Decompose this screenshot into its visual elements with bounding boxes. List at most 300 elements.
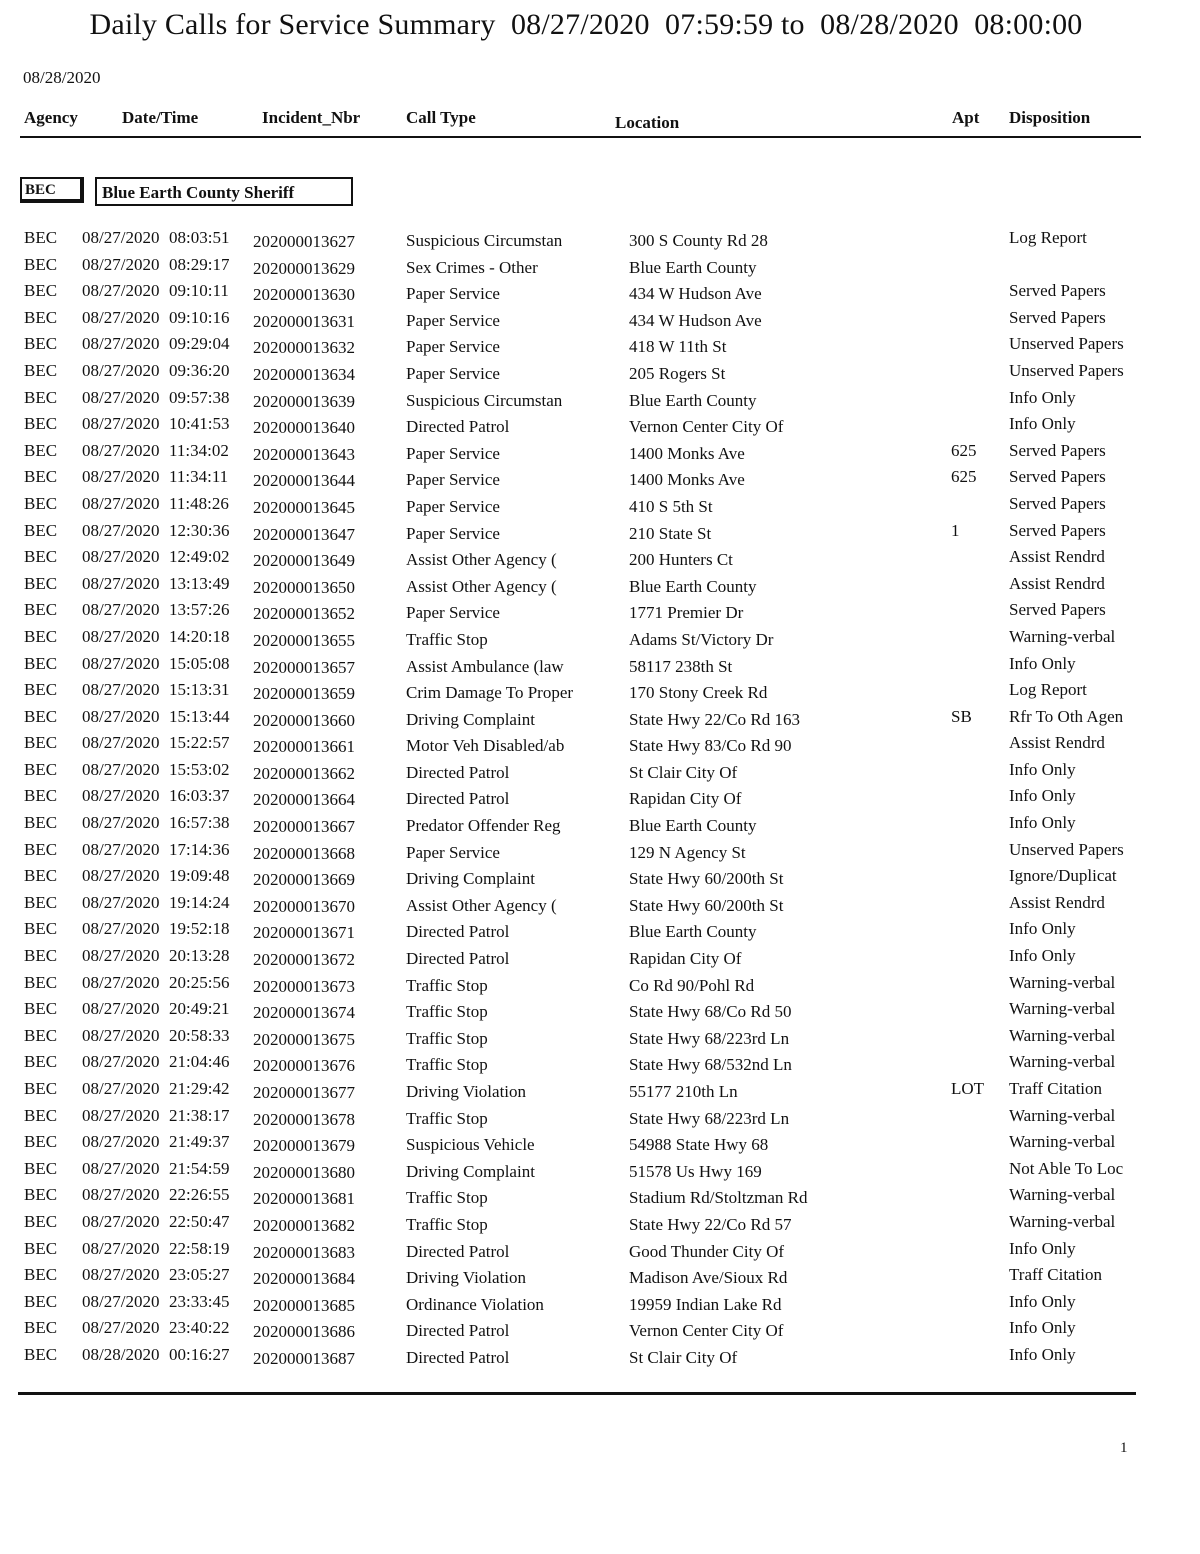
table-row [0, 707, 1200, 734]
cell-call-type: Traffic Stop [406, 1028, 488, 1048]
cell-location: 300 S County Rd 28 [629, 231, 768, 250]
cell-call-type: Crim Damage To Proper [406, 683, 574, 703]
cell-agency: BEC [24, 334, 58, 354]
table-row [0, 1239, 1200, 1266]
cell-date: 08/27/2020 [82, 228, 160, 247]
cell-incident: 202000013678 [253, 1109, 355, 1129]
page-number: 1 [1120, 1440, 1128, 1456]
cell-agency: BEC [24, 786, 58, 806]
cell-date: 08/27/2020 [82, 307, 160, 327]
cell-disposition: Warning-verbal [1009, 1025, 1116, 1045]
cell-call-type: Paper Service [406, 842, 500, 862]
cell-call-type: Traffic Stop [406, 975, 488, 995]
cell-time: 21:49:37 [169, 1132, 230, 1152]
cell-time: 00:16:27 [169, 1344, 230, 1364]
cell-location: 1771 Premier Dr [629, 603, 744, 623]
cell-call-type: Directed Patrol [406, 949, 510, 969]
cell-disposition: Log Report [1009, 680, 1087, 700]
table-row [0, 946, 1200, 973]
cell-incident: 202000013673 [253, 976, 355, 996]
cell-incident: 202000013629 [253, 258, 355, 278]
cell-location: Blue Earth County [629, 390, 757, 410]
cell-date: 08/27/2020 [82, 733, 160, 753]
table-row [0, 494, 1200, 521]
cell-agency: BEC [24, 680, 58, 700]
cell-call-type: Traffic Stop [406, 1188, 488, 1208]
cell-call-type: Paper Service [406, 310, 500, 330]
cell-incident: 202000013660 [253, 710, 355, 730]
header-location: Location [615, 113, 680, 132]
cell-call-type: Traffic Stop [406, 1002, 488, 1022]
cell-time: 08:29:17 [169, 254, 230, 274]
cell-date: 08/27/2020 [82, 493, 160, 513]
header-call-type: Call Type [406, 108, 476, 127]
cell-call-type: Directed Patrol [406, 1241, 510, 1261]
cell-call-type: Directed Patrol [406, 1321, 510, 1341]
cell-time: 23:40:22 [169, 1318, 230, 1338]
cell-disposition: Unserved Papers [1009, 334, 1124, 354]
cell-date: 08/27/2020 [82, 866, 160, 886]
cell-date: 08/27/2020 [82, 999, 160, 1019]
cell-disposition: Warning-verbal [1009, 1185, 1116, 1205]
table-row [0, 281, 1200, 308]
cell-date: 08/27/2020 [82, 520, 160, 540]
cell-time: 17:14:36 [169, 839, 230, 859]
cell-agency: BEC [24, 706, 58, 726]
table-row [0, 1185, 1200, 1212]
cell-time: 22:50:47 [169, 1211, 230, 1231]
cell-location: Rapidan City Of [629, 789, 742, 809]
cell-incident: 202000013685 [253, 1295, 355, 1315]
cell-call-type: Assist Other Agency ( [406, 576, 557, 596]
cell-incident: 202000013686 [253, 1322, 355, 1342]
cell-disposition: Unserved Papers [1009, 839, 1124, 859]
cell-agency: BEC [24, 1291, 58, 1311]
cell-disposition: Info Only [1009, 1291, 1076, 1311]
cell-date: 08/27/2020 [82, 972, 160, 992]
cell-incident: 202000013639 [253, 391, 355, 411]
cell-incident: 202000013677 [253, 1083, 355, 1102]
cell-agency: BEC [24, 281, 58, 301]
cell-time: 15:22:57 [169, 733, 230, 753]
cell-time: 21:29:42 [169, 1079, 230, 1098]
cell-incident: 202000013659 [253, 684, 355, 704]
cell-time: 10:41:53 [169, 414, 230, 434]
cell-call-type: Assist Ambulance (law [406, 656, 564, 676]
cell-time: 23:33:45 [169, 1291, 230, 1311]
header-apt: Apt [952, 108, 980, 127]
cell-date: 08/27/2020 [82, 839, 160, 859]
calls-table [0, 228, 1200, 1372]
cell-location: St Clair City Of [629, 1347, 738, 1367]
cell-date: 08/27/2020 [82, 1185, 160, 1205]
cell-call-type: Paper Service [406, 284, 500, 304]
cell-call-type: Traffic Stop [406, 629, 488, 649]
cell-incident: 202000013634 [253, 364, 355, 384]
cell-location: Blue Earth County [629, 576, 757, 596]
cell-disposition: Info Only [1009, 387, 1076, 407]
cell-location: State Hwy 22/Co Rd 57 [629, 1214, 792, 1234]
table-row [0, 255, 1200, 282]
cell-incident: 202000013631 [253, 311, 355, 331]
cell-time: 21:38:17 [169, 1105, 230, 1125]
cell-location: Blue Earth County [629, 257, 757, 277]
cell-agency: BEC [24, 892, 58, 912]
cell-apt: 625 [951, 467, 977, 487]
cell-disposition: Info Only [1009, 653, 1076, 673]
table-row [0, 840, 1200, 867]
table-row [0, 1292, 1200, 1319]
cell-time: 20:25:56 [169, 972, 230, 992]
cell-time: 15:13:44 [169, 706, 230, 726]
cell-call-type: Sex Crimes - Other [406, 257, 538, 277]
table-row [0, 1212, 1200, 1239]
table-row [0, 1345, 1200, 1372]
cell-agency: BEC [24, 839, 58, 859]
table-row [0, 1079, 1200, 1106]
cell-incident: 202000013643 [253, 444, 355, 464]
cell-date: 08/28/2020 [82, 1344, 160, 1364]
table-row [0, 414, 1200, 441]
cell-disposition: Served Papers [1009, 493, 1106, 513]
cell-disposition: Info Only [1009, 946, 1076, 966]
cell-call-type: Directed Patrol [406, 762, 510, 782]
header-incident: Incident_Nbr [262, 108, 361, 127]
cell-agency: BEC [24, 1344, 58, 1364]
cell-incident: 202000013630 [253, 285, 355, 305]
agency-code-box: BEC [20, 177, 84, 203]
table-row [0, 1052, 1200, 1079]
cell-incident: 202000013650 [253, 577, 355, 597]
cell-apt: LOT [951, 1079, 985, 1098]
cell-disposition: Info Only [1009, 759, 1076, 779]
cell-call-type: Driving Complaint [406, 709, 535, 729]
table-row [0, 1026, 1200, 1053]
cell-location: State Hwy 68/532nd Ln [629, 1055, 792, 1075]
cell-call-type: Paper Service [406, 363, 500, 383]
cell-location: State Hwy 83/Co Rd 90 [629, 736, 792, 756]
cell-agency: BEC [24, 228, 58, 247]
cell-agency: BEC [24, 733, 58, 753]
cell-time: 21:54:59 [169, 1158, 230, 1178]
cell-call-type: Paper Service [406, 496, 500, 516]
table-row [0, 1159, 1200, 1186]
cell-disposition: Warning-verbal [1009, 1105, 1116, 1125]
table-row [0, 388, 1200, 415]
cell-call-type: Assist Other Agency ( [406, 550, 557, 570]
cell-time: 23:05:27 [169, 1265, 230, 1285]
cell-location: 205 Rogers St [629, 363, 726, 383]
cell-call-type: Suspicious Vehicle [406, 1135, 535, 1155]
cell-call-type: Paper Service [406, 523, 500, 543]
cell-disposition: Served Papers [1009, 520, 1106, 540]
cell-agency: BEC [24, 626, 58, 646]
table-row [0, 308, 1200, 335]
table-row [0, 893, 1200, 920]
cell-location: 200 Hunters Ct [629, 550, 733, 570]
cell-date: 08/27/2020 [82, 1265, 160, 1285]
header-agency: Agency [24, 108, 78, 127]
cell-location: St Clair City Of [629, 762, 738, 782]
table-row [0, 786, 1200, 813]
cell-disposition: Unserved Papers [1009, 360, 1124, 380]
cell-date: 08/27/2020 [82, 1025, 160, 1045]
cell-location: 51578 Us Hwy 169 [629, 1161, 762, 1181]
cell-agency: BEC [24, 1265, 58, 1285]
cell-call-type: Paper Service [406, 337, 500, 357]
cell-date: 08/27/2020 [82, 440, 160, 460]
cell-agency: BEC [24, 387, 58, 407]
cell-agency: BEC [24, 1318, 58, 1338]
report-title: Daily Calls for Service Summary 08/27/2020 07:59:59 to 08/28/2020 08:00:00 [89, 8, 1083, 41]
table-row [0, 521, 1200, 548]
cell-agency: BEC [24, 813, 58, 833]
cell-location: 434 W Hudson Ave [629, 284, 762, 304]
cell-date: 08/27/2020 [82, 254, 160, 274]
cell-date: 08/27/2020 [82, 680, 160, 700]
cell-location: 58117 238th St [629, 656, 733, 676]
cell-location: 1400 Monks Ave [629, 443, 745, 463]
table-row [0, 1265, 1200, 1292]
cell-location: Blue Earth County [629, 816, 757, 836]
cell-call-type: Traffic Stop [406, 1108, 488, 1128]
cell-time: 09:10:11 [169, 281, 229, 301]
cell-agency: BEC [24, 520, 58, 540]
cell-date: 08/27/2020 [82, 573, 160, 593]
cell-location: State Hwy 68/Co Rd 50 [629, 1002, 792, 1022]
cell-agency: BEC [24, 547, 58, 567]
cell-incident: 202000013652 [253, 604, 355, 624]
header-datetime: Date/Time [122, 108, 199, 127]
cell-agency: BEC [24, 1052, 58, 1072]
cell-incident: 202000013683 [253, 1242, 355, 1262]
header-divider [20, 136, 1141, 138]
cell-disposition: Traff Citation [1009, 1265, 1103, 1285]
cell-call-type: Predator Offender Reg [406, 816, 561, 836]
cell-location: State Hwy 68/223rd Ln [629, 1028, 790, 1048]
cell-time: 11:34:11 [169, 467, 229, 487]
table-row [0, 866, 1200, 893]
cell-time: 19:09:48 [169, 866, 230, 886]
table-row [0, 813, 1200, 840]
cell-agency: BEC [24, 1105, 58, 1125]
cell-time: 20:49:21 [169, 999, 230, 1019]
cell-date: 08/27/2020 [82, 1211, 160, 1231]
cell-incident: 202000013655 [253, 630, 355, 650]
cell-incident: 202000013674 [253, 1003, 355, 1023]
cell-time: 09:10:16 [169, 307, 230, 327]
table-row [0, 361, 1200, 388]
cell-location: 418 W 11th St [629, 337, 727, 357]
cell-disposition: Ignore/Duplicat [1009, 866, 1117, 886]
table-row [0, 627, 1200, 654]
cell-location: State Hwy 60/200th St [629, 869, 784, 889]
cell-location: 434 W Hudson Ave [629, 310, 762, 330]
cell-date: 08/27/2020 [82, 1158, 160, 1178]
cell-location: Blue Earth County [629, 922, 757, 942]
cell-incident: 202000013667 [253, 817, 355, 837]
cell-disposition: Warning-verbal [1009, 626, 1116, 646]
cell-disposition: Warning-verbal [1009, 972, 1116, 992]
cell-agency: BEC [24, 999, 58, 1019]
cell-disposition: Warning-verbal [1009, 1211, 1116, 1231]
cell-location: 210 State St [629, 523, 712, 543]
cell-incident: 202000013669 [253, 870, 355, 890]
cell-incident: 202000013640 [253, 418, 355, 438]
table-row [0, 467, 1200, 494]
cell-disposition: Served Papers [1009, 600, 1106, 620]
cell-incident: 202000013684 [253, 1269, 355, 1289]
cell-call-type: Suspicious Circumstan [406, 390, 563, 410]
table-row [0, 600, 1200, 627]
cell-agency: BEC [24, 1025, 58, 1045]
cell-apt: 625 [951, 440, 977, 460]
cell-agency: BEC [24, 1185, 58, 1205]
cell-agency: BEC [24, 1079, 58, 1098]
cell-time: 16:03:37 [169, 786, 230, 806]
cell-incident: 202000013680 [253, 1162, 355, 1182]
cell-apt: SB [951, 706, 972, 726]
cell-time: 09:57:38 [169, 387, 230, 407]
cell-incident: 202000013668 [253, 843, 355, 863]
table-row [0, 973, 1200, 1000]
cell-date: 08/27/2020 [82, 1238, 160, 1258]
cell-agency: BEC [24, 573, 58, 593]
cell-date: 08/27/2020 [82, 1105, 160, 1125]
cell-call-type: Traffic Stop [406, 1055, 488, 1075]
table-row [0, 654, 1200, 681]
cell-agency: BEC [24, 307, 58, 327]
cell-incident: 202000013670 [253, 896, 355, 916]
report-date: 08/28/2020 [23, 68, 101, 87]
cell-call-type: Ordinance Violation [406, 1294, 544, 1314]
table-row [0, 999, 1200, 1026]
cell-disposition: Info Only [1009, 919, 1076, 939]
cell-disposition: Info Only [1009, 1318, 1076, 1338]
cell-time: 19:14:24 [169, 892, 230, 912]
cell-call-type: Paper Service [406, 470, 500, 490]
cell-disposition: Assist Rendrd [1009, 892, 1105, 912]
cell-location: Co Rd 90/Pohl Rd [629, 975, 755, 995]
cell-time: 22:58:19 [169, 1238, 230, 1258]
cell-time: 21:04:46 [169, 1052, 230, 1072]
cell-disposition: Info Only [1009, 1238, 1076, 1258]
cell-incident: 202000013676 [253, 1056, 355, 1076]
cell-call-type: Motor Veh Disabled/ab [406, 736, 565, 756]
table-row [0, 1106, 1200, 1133]
cell-call-type: Traffic Stop [406, 1214, 488, 1234]
cell-agency: BEC [24, 414, 58, 434]
cell-location: 55177 210th Ln [629, 1082, 738, 1101]
cell-disposition: Served Papers [1009, 307, 1106, 327]
cell-agency: BEC [24, 440, 58, 460]
cell-location: 129 N Agency St [629, 842, 746, 862]
cell-time: 12:49:02 [169, 547, 230, 567]
cell-location: 410 S 5th St [629, 496, 713, 516]
agency-name-box: Blue Earth County Sheriff [95, 177, 353, 206]
table-row [0, 441, 1200, 468]
cell-disposition: Not Able To Loc [1009, 1158, 1124, 1178]
cell-date: 08/27/2020 [82, 786, 160, 806]
cell-disposition: Info Only [1009, 813, 1076, 833]
cell-incident: 202000013632 [253, 338, 355, 358]
cell-agency: BEC [24, 1238, 58, 1258]
cell-disposition: Assist Rendrd [1009, 733, 1105, 753]
cell-location: State Hwy 22/Co Rd 163 [629, 709, 800, 729]
cell-call-type: Driving Complaint [406, 1161, 535, 1181]
cell-incident: 202000013675 [253, 1029, 355, 1049]
cell-call-type: Directed Patrol [406, 417, 510, 437]
cell-agency: BEC [24, 946, 58, 966]
cell-disposition: Info Only [1009, 414, 1076, 434]
cell-location: Rapidan City Of [629, 949, 742, 969]
cell-date: 08/27/2020 [82, 414, 160, 434]
table-row [0, 1318, 1200, 1345]
cell-time: 16:57:38 [169, 813, 230, 833]
cell-time: 20:58:33 [169, 1025, 230, 1045]
cell-agency: BEC [24, 866, 58, 886]
cell-time: 09:36:20 [169, 360, 230, 380]
cell-incident: 202000013644 [253, 471, 355, 491]
cell-disposition: Served Papers [1009, 467, 1106, 487]
cell-time: 20:13:28 [169, 946, 230, 966]
cell-agency: BEC [24, 919, 58, 939]
cell-disposition: Warning-verbal [1009, 1052, 1116, 1072]
table-row [0, 574, 1200, 601]
cell-disposition: Info Only [1009, 786, 1076, 806]
cell-incident: 202000013681 [253, 1189, 355, 1209]
footer-divider [18, 1392, 1136, 1395]
cell-incident: 202000013657 [253, 657, 355, 677]
cell-time: 12:30:36 [169, 520, 230, 540]
cell-agency: BEC [24, 759, 58, 779]
cell-date: 08/27/2020 [82, 1052, 160, 1072]
cell-date: 08/27/2020 [82, 1318, 160, 1338]
cell-time: 15:13:31 [169, 680, 230, 700]
cell-call-type: Directed Patrol [406, 789, 510, 809]
header-disposition: Disposition [1009, 108, 1091, 127]
cell-date: 08/27/2020 [82, 653, 160, 673]
cell-disposition: Traff Citation [1009, 1079, 1103, 1098]
cell-location: 170 Stony Creek Rd [629, 683, 768, 703]
cell-time: 13:13:49 [169, 573, 230, 593]
cell-location: 19959 Indian Lake Rd [629, 1294, 782, 1314]
cell-incident: 202000013627 [253, 232, 355, 251]
cell-location: State Hwy 60/200th St [629, 895, 784, 915]
cell-disposition: Warning-verbal [1009, 999, 1116, 1019]
cell-incident: 202000013649 [253, 551, 355, 571]
cell-call-type: Directed Patrol [406, 922, 510, 942]
cell-agency: BEC [24, 1158, 58, 1178]
table-row [0, 733, 1200, 760]
cell-disposition: Info Only [1009, 1344, 1076, 1364]
cell-time: 15:05:08 [169, 653, 230, 673]
cell-date: 08/27/2020 [82, 547, 160, 567]
cell-disposition: Warning-verbal [1009, 1132, 1116, 1152]
cell-incident: 202000013647 [253, 524, 355, 544]
cell-time: 09:29:04 [169, 334, 230, 354]
cell-call-type: Driving Violation [406, 1268, 527, 1288]
cell-disposition: Served Papers [1009, 440, 1106, 460]
table-row [0, 760, 1200, 787]
cell-date: 08/27/2020 [82, 600, 160, 620]
cell-date: 08/27/2020 [82, 892, 160, 912]
cell-agency: BEC [24, 600, 58, 620]
cell-time: 11:34:02 [169, 440, 229, 460]
cell-agency: BEC [24, 467, 58, 487]
table-row [0, 228, 1200, 255]
cell-date: 08/27/2020 [82, 334, 160, 354]
